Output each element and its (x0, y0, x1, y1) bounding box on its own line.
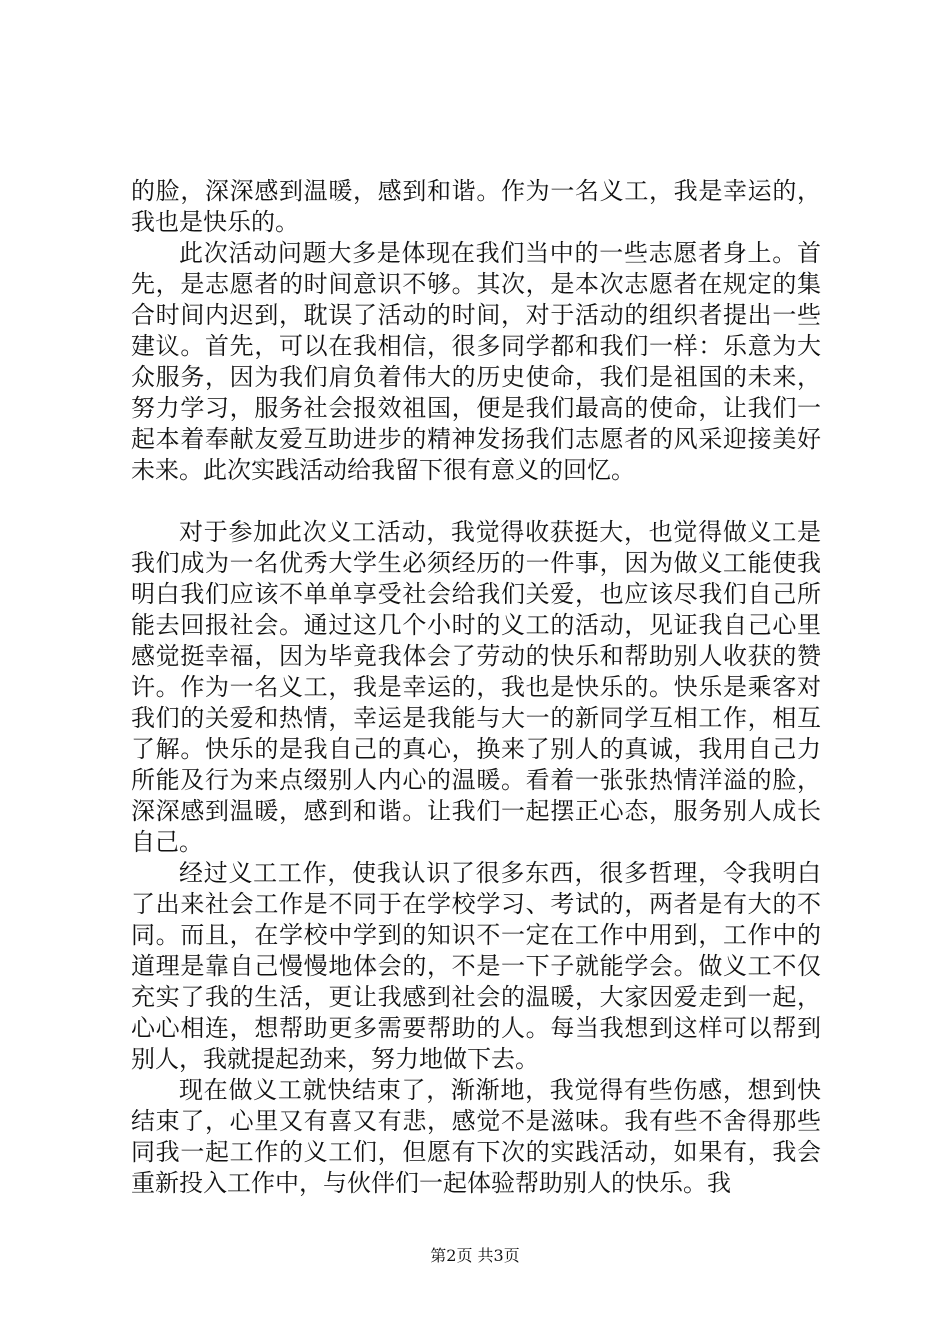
paragraph-5: 现在做义工就快结束了，渐渐地，我觉得有些伤感，想到快结束了，心里又有喜又有悲，感觉不是滋味。我有些不舍得那些同我一起工作的义工们，但愿有下次的实践活动，如果有，我会重新投入工作中，与伙伴们一起体验帮助别人的快乐。我 (131, 1076, 821, 1197)
page-number: 第2页 共3页 (430, 1246, 520, 1265)
page-footer (0, 1243, 950, 1266)
paragraph-4: 经过义工工作，使我认识了很多东西，很多哲理，令我明白了出来社会工作是不同于在学校学习、考试的，两者是有大的不同。而且，在学校中学到的知识不一定在工作中用到，工作中的道理是靠自己慢慢地体会的，不是一下子就能学会。做义工不仅充实了我的生活，更让我感到社会的温暖，大家因爱走到一起，心心相连，想帮助更多需要帮助的人。每当我想到这样可以帮到别人，我就提起劲来，努力地做下去。 (131, 859, 821, 1073)
document-body (131, 176, 821, 1199)
paragraph-3: 对于参加此次义工活动，我觉得收获挺大，也觉得做义工是我们成为一名优秀大学生必须经历的一件事，因为做义工能使我明白我们应该不单单享受社会给我们关爱，也应该尽我们自己所能去回报社会。通过这几个小时的义工的活动，见证我自己心里感觉挺幸福，因为毕竟我体会了劳动的快乐和帮助别人收获的赞许。作为一名义工，我是幸运的，我也是快乐的。快乐是乘客对我们的关爱和热情，幸运是我能与大一的新同学互相工作，相互了解。快乐的是我自己的真心，换来了别人的真诚，我用自己力所能及行为来点缀别人内心的温暖。看着一张张热情洋溢的脸，深深感到温暖，感到和谐。让我们一起摆正心态，服务别人成长自己。 (131, 518, 821, 856)
paragraph-2: 此次活动问题大多是体现在我们当中的一些志愿者身上。首先，是志愿者的时间意识不够。其次，是本次志愿者在规定的集合时间内迟到，耽误了活动的时间，对于活动的组织者提出一些建议。首先，可以在我相信，很多同学都和我们一样：乐意为大众服务，因为我们肩负着伟大的历史使命，我们是祖国的未来，努力学习，服务社会报效祖国，便是我们最高的使命，让我们一起本着奉献友爱互助进步的精神发扬我们志愿者的风采迎接美好未来。此次实践活动给我留下很有意义的回忆。 (131, 239, 821, 484)
paragraph-1: 的脸，深深感到温暖，感到和谐。作为一名义工，我是幸运的，我也是快乐的。 (131, 177, 821, 236)
